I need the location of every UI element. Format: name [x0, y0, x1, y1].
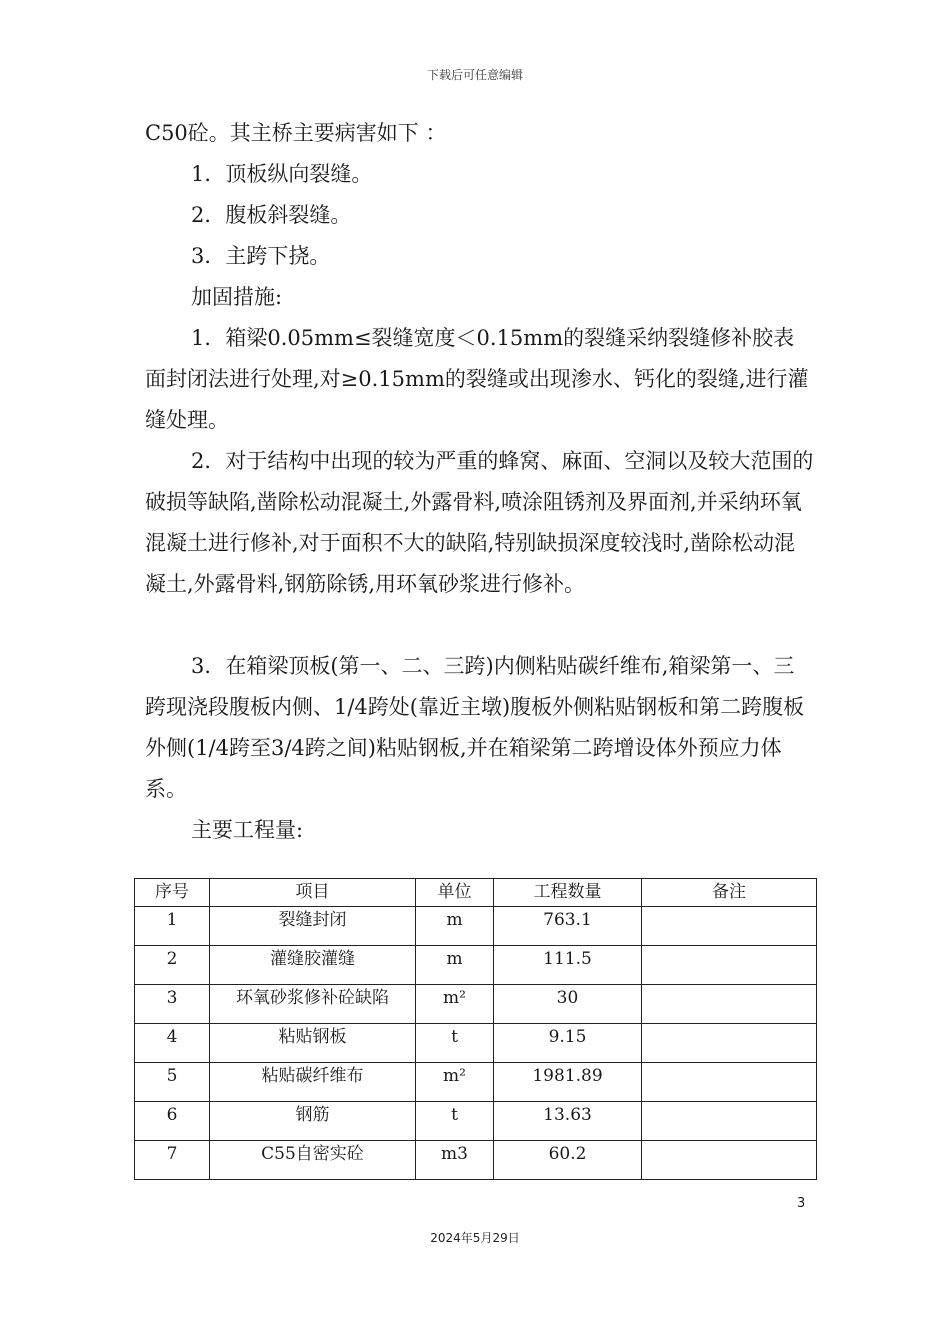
cell-index: 2: [135, 946, 210, 985]
measure-item-2: 2．对于结构中出现的较为严重的蜂窝、麻面、空洞以及较大范围的破损等缺陷,凿除松动混凝土,外露骨料,喷涂阻锈剂及界面剂,并采纳环氧混凝土进行修补,对于面积不大的缺陷,特别缺损深度较浅时,凿除松动混凝土,外露骨料,钢筋除锈,用环氧砂浆进行修补。: [145, 449, 814, 596]
cell-remark: [642, 1102, 817, 1141]
cell-index: 1: [135, 907, 210, 946]
damage-item-2: 2．腹板斜裂缝。: [191, 203, 352, 227]
cell-remark: [642, 907, 817, 946]
cell-remark: [642, 1063, 817, 1102]
table-row: [135, 985, 817, 1024]
cell-index: 5: [135, 1063, 210, 1102]
cell-index: 3: [135, 985, 210, 1024]
cell-remark: [642, 1024, 817, 1063]
table-row: [135, 1102, 817, 1141]
cell-unit: m: [416, 907, 494, 946]
cell-index: 7: [135, 1141, 210, 1180]
cell-quantity: 13.63: [494, 1102, 642, 1141]
cell-quantity: 1981.89: [494, 1063, 642, 1102]
cell-quantity: 763.1: [494, 907, 642, 946]
cell-item: 粘贴碳纤维布: [210, 1063, 416, 1102]
measure-item-3: 3．在箱梁顶板(第一、二、三跨)内侧粘贴碳纤维布,箱梁第一、三跨现浇段腹板内侧、1/4跨处(靠近主墩)腹板外侧粘贴钢板和第二跨腹板外侧(1/4跨至3/4跨之间)粘贴钢板,并在箱梁第二跨增设体外预应力体系。: [145, 654, 805, 801]
damage-item-1: 1．顶板纵向裂缝。: [191, 162, 373, 186]
cell-item: 钢筋: [210, 1102, 416, 1141]
table-header-row: [135, 879, 817, 907]
cell-unit: m²: [416, 1063, 494, 1102]
header-cell: 工程数量: [494, 879, 642, 907]
header-cell: 项目: [210, 879, 416, 907]
cell-unit: t: [416, 1102, 494, 1141]
page-header: 下载后可任意编辑: [426, 68, 523, 82]
quantities-heading: 主要工程量:: [191, 818, 304, 842]
cell-index: 6: [135, 1102, 210, 1141]
table-row: [135, 1063, 817, 1102]
cell-unit: m: [416, 946, 494, 985]
header-cell: 序号: [135, 879, 210, 907]
table-row: [135, 1024, 817, 1063]
header-cell: 单位: [416, 879, 494, 907]
cell-remark: [642, 946, 817, 985]
cell-quantity: 9.15: [494, 1024, 642, 1063]
cell-item: 粘贴钢板: [210, 1024, 416, 1063]
measure-item-1: 1．箱梁0.05mm≤裂缝宽度＜0.15mm的裂缝采纳裂缝修补胶表面封闭法进行处理,对≥0.15mm的裂缝或出现渗水、钙化的裂缝,进行灌缝处理。: [145, 326, 809, 432]
cell-quantity: 30: [494, 985, 642, 1024]
cell-index: 4: [135, 1024, 210, 1063]
intro-line: C50砼。其主桥主要病害如下 ：: [145, 121, 447, 145]
cell-item: 裂缝封闭: [210, 907, 416, 946]
cell-item: 环氧砂浆修补砼缺陷: [210, 985, 416, 1024]
cell-unit: m3: [416, 1141, 494, 1180]
cell-item: C55自密实砼: [210, 1141, 416, 1180]
quantities-table: [134, 878, 817, 1180]
cell-unit: m²: [416, 985, 494, 1024]
cell-unit: t: [416, 1024, 494, 1063]
page-number: 3: [797, 1196, 806, 1211]
cell-item: 灌缝胶灌缝: [210, 946, 416, 985]
header-cell: 备注: [642, 879, 817, 907]
page-footer-date: 2024年5月29日: [430, 1231, 520, 1245]
cell-quantity: 60.2: [494, 1141, 642, 1180]
table-row: [135, 907, 817, 946]
damage-item-3: 3．主跨下挠。: [191, 244, 331, 268]
cell-remark: [642, 985, 817, 1024]
table-row: [135, 946, 817, 985]
measures-heading: 加固措施:: [191, 285, 283, 309]
cell-quantity: 111.5: [494, 946, 642, 985]
cell-remark: [642, 1141, 817, 1180]
table-row: [135, 1141, 817, 1180]
